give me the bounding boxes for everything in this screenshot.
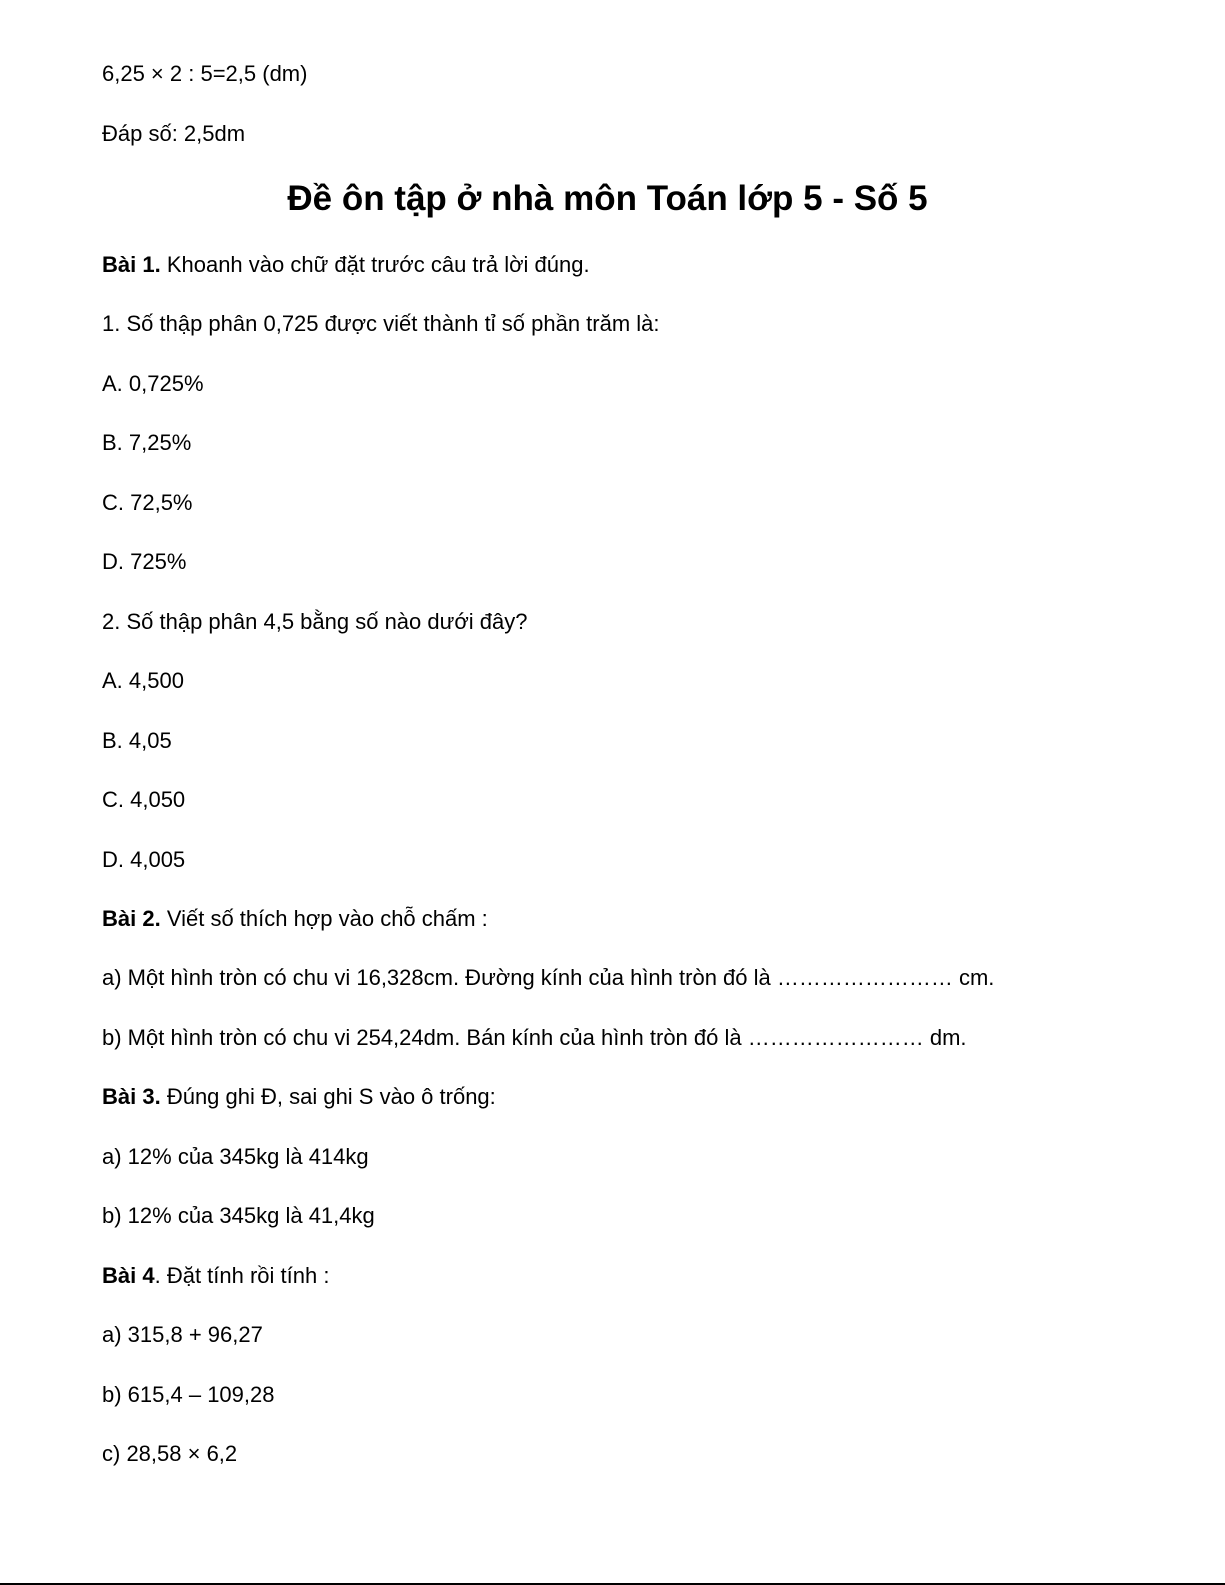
exercise-3-label: Bài 3. <box>102 1084 161 1109</box>
exercise-4-label: Bài 4 <box>102 1263 155 1288</box>
exercise-1-label: Bài 1. <box>102 252 161 277</box>
previous-solution-calculation: 6,25 × 2 : 5=2,5 (dm) <box>102 61 308 86</box>
exercise-2-item-a: a) Một hình tròn có chu vi 16,328cm. Đường kính của hình tròn đó là …………………… cm. <box>102 965 995 990</box>
exercise-1-heading <box>102 252 590 278</box>
question-2-option-b: B. 4,05 <box>102 728 172 753</box>
page-title: Đề ôn tập ở nhà môn Toán lớp 5 - Số 5 <box>287 179 928 218</box>
question-2: 2. Số thập phân 4,5 bằng số nào dưới đây? <box>102 609 528 634</box>
exercise-3-item-a: a) 12% của 345kg là 414kg <box>102 1144 369 1169</box>
exercise-1-instruction: Khoanh vào chữ đặt trước câu trả lời đúng. <box>160 252 590 277</box>
previous-solution-answer: Đáp số: 2,5dm <box>102 121 246 146</box>
exercise-2-instruction: Viết số thích hợp vào chỗ chấm : <box>160 906 488 931</box>
exercise-3-heading <box>102 1084 496 1110</box>
question-1-option-c: C. 72,5% <box>102 490 193 515</box>
exercise-2-item-b: b) Một hình tròn có chu vi 254,24dm. Bán kính của hình tròn đó là …………………… dm. <box>102 1025 967 1050</box>
exercise-3-item-b: b) 12% của 345kg là 41,4kg <box>102 1203 375 1228</box>
exercise-4-item-b: b) 615,4 – 109,28 <box>102 1382 275 1407</box>
exercise-4-instruction: . Đặt tính rồi tính : <box>154 1263 330 1288</box>
question-2-option-c: C. 4,050 <box>102 787 186 812</box>
question-1-option-a: A. 0,725% <box>102 371 204 396</box>
exercise-4-heading <box>102 1263 329 1289</box>
question-1: 1. Số thập phân 0,725 được viết thành tỉ số phần trăm là: <box>102 311 660 336</box>
question-1-option-d: D. 725% <box>102 549 187 574</box>
exercise-4-item-c: c) 28,58 × 6,2 <box>102 1441 238 1466</box>
exercise-4-item-a: a) 315,8 + 96,27 <box>102 1322 263 1347</box>
exercise-3-instruction: Đúng ghi Đ, sai ghi S vào ô trống: <box>160 1084 496 1109</box>
exercise-2-heading <box>102 906 488 932</box>
question-2-option-a: A. 4,500 <box>102 668 184 693</box>
exercise-2-label: Bài 2. <box>102 906 161 931</box>
question-2-option-d: D. 4,005 <box>102 847 186 872</box>
question-1-option-b: B. 7,25% <box>102 430 192 455</box>
